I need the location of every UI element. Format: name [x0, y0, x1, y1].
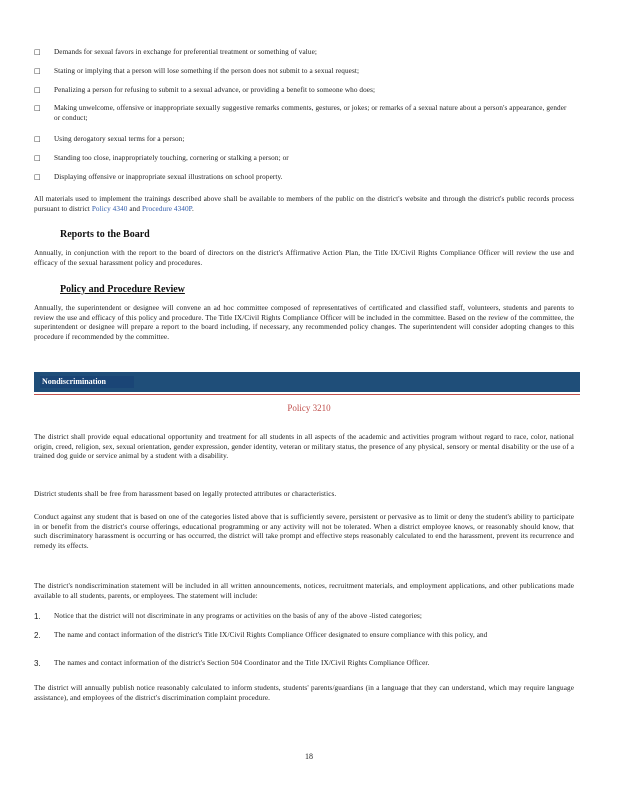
statement-paragraph: The district's nondiscrimination statement will be included in all written announcements, notices, recruitment materials, and employment applications, and other publications made available to all students, parents, or employees. The statement will include:: [34, 582, 574, 600]
harassment-free-paragraph: District students shall be free from harassment based on legally protected attributes or characteristics.: [34, 490, 337, 498]
bullet-box-icon: □: [34, 154, 41, 162]
materials-text: All materials used to implement the trainings described above shall be available to members of the public on the district's website and through the district's public records process pursuant to district: [34, 195, 574, 213]
bullet-text: Demands for sexual favors in exchange for preferential treatment or something of value;: [54, 48, 317, 56]
page-number: 18: [305, 752, 313, 761]
bullet-box-icon: □: [34, 135, 41, 143]
item-number: 3.: [34, 659, 41, 668]
item-number: 2.: [34, 631, 41, 640]
section-divider: [34, 394, 580, 395]
procedure-4340p-link[interactable]: Procedure 4340P: [141, 204, 192, 213]
policy-4340-link[interactable]: Policy 4340: [91, 204, 128, 213]
materials-paragraph: [34, 195, 574, 214]
item-text: The names and contact information of the district's Section 504 Coordinator and the Title IX/Civil Rights Compliance Officer.: [54, 659, 430, 667]
bullet-text: Displaying offensive or inappropriate sexual illustrations on school property.: [54, 173, 283, 181]
bullet-box-icon: □: [34, 173, 41, 181]
item-number: 1.: [34, 612, 41, 621]
item-text: The name and contact information of the district's Title IX/Civil Rights Compliance Officer designated to ensure compliance with this policy, and: [54, 631, 488, 639]
annual-notice-paragraph: The district will annually publish notice reasonably calculated to inform students, students' parents/guardians (in a language that they can understand, which may require language assistance), and employees of the district's discrimination complaint procedure.: [34, 684, 574, 702]
materials-end: .: [191, 204, 194, 213]
conduct-paragraph: Conduct against any student that is based on one of the categories listed above that is sufficiently severe, persistent or pervasive as to limit or deny the student's ability to participate in or benefit from the district's course offerings, educational programming or any activity will not be tolerated. When a district employee knows, or reasonably should know, that such discriminatory harassment is occurring or has occurred, the district will take prompt and effective steps reasonably calculated to end the harassment, prevent its recurrence and remedy its effects.: [34, 513, 574, 550]
bullet-box-icon: □: [34, 67, 41, 75]
bullet-text: Standing too close, inappropriately touching, cornering or stalking a person; or: [54, 154, 289, 162]
item-text: Notice that the district will not discriminate in any programs or activities on the basis of any of the above -listed categories;: [54, 612, 422, 620]
reports-heading: Reports to the Board: [60, 229, 150, 240]
bullet-box-icon: □: [34, 48, 41, 56]
bullet-box-icon: □: [34, 86, 41, 94]
bullet-text: Penalizing a person for refusing to submit to a sexual advance, or providing a benefit to someone who does;: [54, 86, 376, 94]
section-bar: [34, 372, 580, 392]
review-heading: Policy and Procedure Review: [60, 284, 185, 295]
policy-heading: Policy 3210: [287, 403, 331, 413]
equal-opportunity-paragraph: The district shall provide equal educational opportunity and treatment for all students in all aspects of the academic and activities program without regard to race, color, national origin, creed, religion, sex, sexual orientation, gender expression, gender identity, veteran or military status, the presence of any physical, sensory or mental disability or the use of a trained dog guide or service animal by a student with a disability.: [34, 433, 574, 461]
review-paragraph: Annually, the superintendent or designee will convene an ad hoc committee composed of representatives of certificated and classified staff, volunteers, students and parents to review the use and efficacy of this policy and procedure. The Title IX/Civil Rights Compliance Officer will be included in the committee. Based on the review of the committee, the superintendent or designee will prepare a report to the board including, if necessary, any recommended policy changes. The superintendent will consider adopting changes to this procedure if recommended by the committee.: [34, 304, 574, 341]
bullet-text: Making unwelcome, offensive or inappropriate sexually suggestive remarks comments, gestures, or jokes; or remarks of a sexual nature about a person's appearance, gender or conduct;: [54, 104, 567, 122]
reports-paragraph: Annually, in conjunction with the report to the board of directors on the district's Affirmative Action Plan, the Title IX/Civil Rights Compliance Officer will review the use and efficacy of the sexual harassment policy and procedures.: [34, 249, 574, 267]
section-bar-label: Nondiscrimination: [40, 376, 134, 388]
bullet-box-icon: □: [34, 104, 41, 112]
materials-and: and: [129, 204, 141, 213]
bullet-text: Stating or implying that a person will lose something if the person does not submit to a sexual request;: [54, 67, 360, 75]
bullet-text: Using derogatory sexual terms for a person;: [54, 135, 185, 143]
